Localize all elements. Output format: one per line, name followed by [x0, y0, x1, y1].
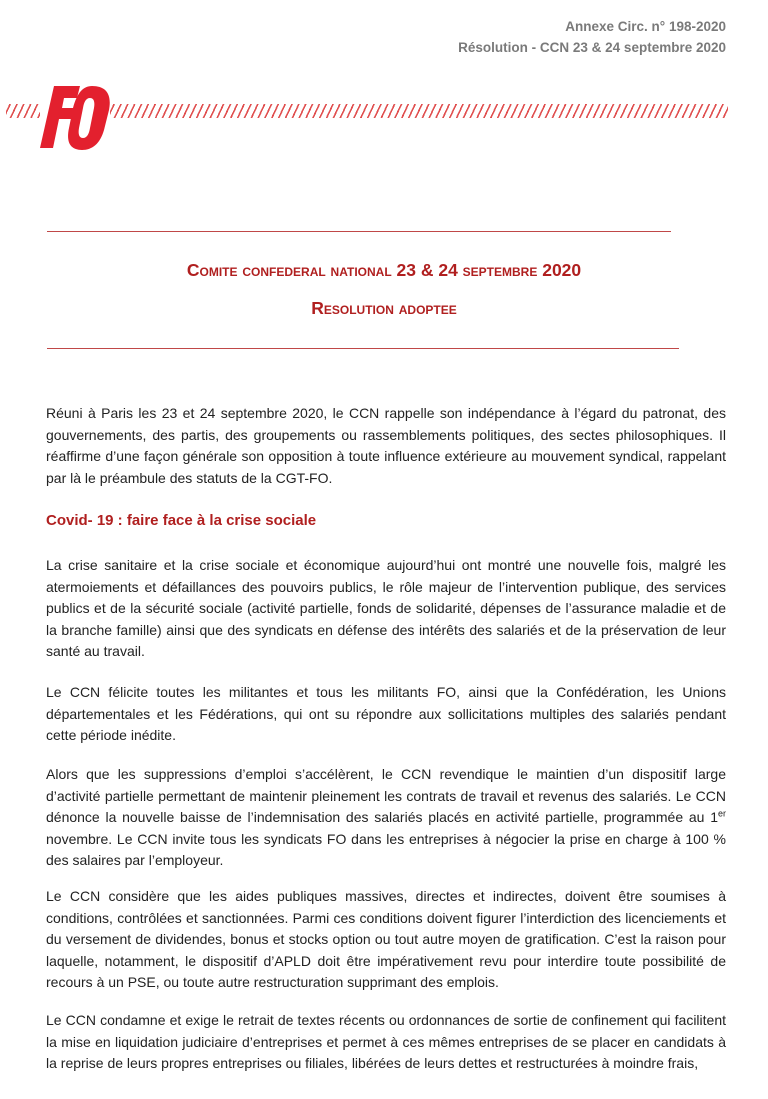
- annex-resolution-label: Résolution - CCN 23 & 24 septembre 2020: [458, 40, 726, 55]
- title-rule-bottom: [47, 348, 679, 349]
- hatch-stripe-right: [110, 104, 728, 118]
- paragraph-text-tail: novembre. Le CCN invite tous les syndicats FO dans les entreprises à négocier la prise en charge à 100 % des salaires par l’employeur.: [46, 830, 726, 868]
- section-paragraph: La crise sanitaire et la crise sociale et économique aujourd’hui ont montré une nouvelle fois, malgré les atermoiements et défaillances des pouvoirs publics, le rôle majeur de l’intervention publique, des services publics et de la sécurité sociale (activité partielle, fonds de solidarité, dépenses de l’assurance maladie et de la branche famille) ainsi que des syndicats en défense des intérêts des salariés et de la préservation de leur santé au travail.: [46, 557, 726, 659]
- title-rule-top: [47, 231, 671, 232]
- document-subtitle: Resolution adoptee: [311, 298, 457, 318]
- intro-paragraph: Réuni à Paris les 23 et 24 septembre 2020, le CCN rappelle son indépendance à l’égard du patronat, des gouvernements, des partis, des groupements ou rassemblements politiques, des sectes philosophiques. Il réaffirme d’une façon générale son opposition à toute influence extérieure au mouvement syndical, rappelant par là le préambule des statuts de la CGT-FO.: [46, 405, 726, 486]
- annex-reference: [458, 16, 726, 58]
- hatch-stripe-left: [6, 104, 40, 118]
- fo-logo-icon: [40, 84, 112, 150]
- section-heading-covid: Covid- 19 : faire face à la crise sociale: [46, 512, 317, 529]
- fo-logo-banner: [6, 84, 726, 154]
- section-paragraph: [46, 764, 726, 872]
- ordinal-superscript: er: [717, 808, 726, 819]
- section-paragraph: Le CCN félicite toutes les militantes et tous les militants FO, ainsi que la Confédération, les Unions départementales et les Fédérations, qui ont su répondre aux sollicitations multiples des salariés pendant cette période inédite.: [46, 684, 726, 743]
- section-paragraph: Le CCN condamne et exige le retrait de textes récents ou ordonnances de sortie de confinement qui facilitent la mise en liquidation judiciaire d’entreprises et permet à ces mêmes entreprises de se placer en candidats à la reprise de leurs propres entreprises ou filiales, libérées de leurs dettes et restructurées à moindre frais,: [46, 1012, 726, 1071]
- paragraph-text: Alors que les suppressions d’emploi s’accélèrent, le CCN revendique le maintien d’un dispositif large d’activité partielle permettant de maintenir pleinement les contrats de travail et revenus des salariés. Le CCN dénonce la nouvelle baisse de l’indemnisation des salariés placés en activité partielle, programmée au 1: [46, 766, 726, 825]
- annex-circular-number: Annexe Circ. n° 198-2020: [565, 19, 726, 34]
- document-title: Comite confederal national 23 & 24 septembre 2020: [186, 260, 582, 280]
- section-paragraph: Le CCN considère que les aides publiques massives, directes et indirectes, doivent être soumises à conditions, contrôlées et sanctionnées. Parmi ces conditions doivent figurer l’interdiction des licenciements et du versement de dividendes, bonus et stocks option ou tout autre moyen de gratification. C’est la raison pour laquelle, notamment, le dispositif d’APLD doit être impérativement revu pour interdire toute possibilité de recours à un PSE, ou toute autre restructuration supprimant des emplois.: [46, 888, 726, 990]
